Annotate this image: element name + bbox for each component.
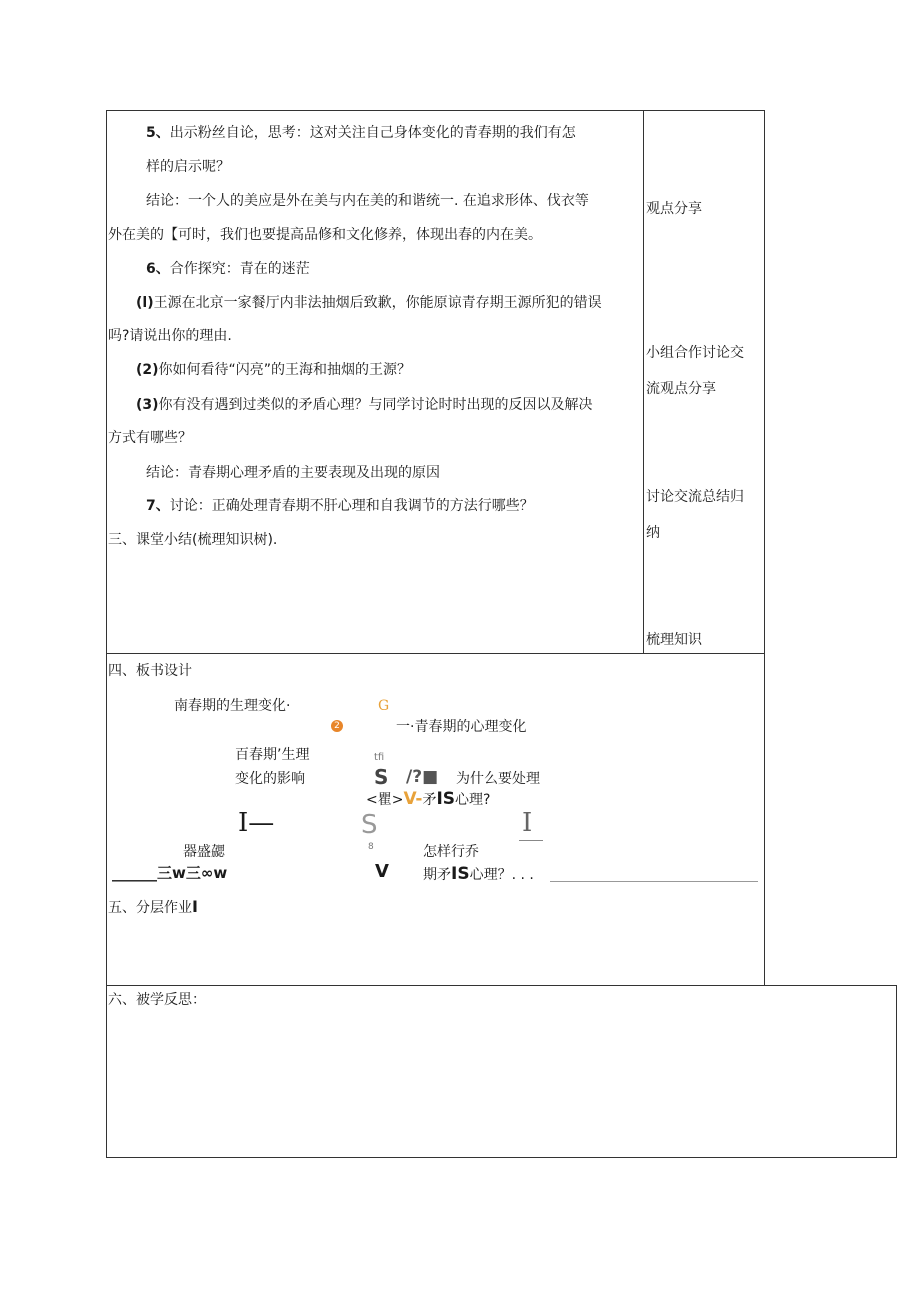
board-influence-line-1: 百春期’生理 xyxy=(235,747,310,763)
conclusion-2: 结论：青春期心理矛盾的主要表现及出现的原因 xyxy=(146,465,440,481)
table-left-border xyxy=(106,110,107,1158)
board-i-left: I— xyxy=(238,808,275,838)
side-share: 观点分享 xyxy=(646,201,702,217)
side-group-line-2: 流观点分享 xyxy=(646,381,716,397)
side-summary-line-1: 讨论交流总结归 xyxy=(646,489,744,505)
board-psych-change: 一·青春期的心理变化 xyxy=(396,719,527,735)
table-bottom-border xyxy=(106,1157,897,1158)
item-7: 7、讨论：正确处理青春期不肝心理和自我调节的方法行哪些？ xyxy=(146,498,534,514)
board-g-mark: G xyxy=(378,698,390,714)
row-border-1 xyxy=(106,653,764,654)
side-knowledge: 梳理知识 xyxy=(646,632,702,648)
side-summary-line-2: 纳 xyxy=(646,525,660,541)
board-why-handle: 为什么要处理 xyxy=(456,771,540,787)
question-1-line-2: 吗?请说出你的理由. xyxy=(108,328,232,344)
board-right-underline xyxy=(550,881,758,882)
conclusion-1-line-1: 结论：一个人的美应是外在美与内在美的和谐统一. 在追求形体、伐衣等 xyxy=(146,193,589,209)
homework-heading: 五、分层作业I xyxy=(108,897,198,916)
board-v-mark: V xyxy=(375,861,389,882)
board-how-line-2: 期矛IS心理？. . . xyxy=(423,864,534,884)
question-1-line-1: (l)王源在北京一家餐厅内非法抽烟后致歉，你能原谅青存期王源所犯的错误 xyxy=(136,295,602,311)
board-question-mark: /?■ xyxy=(406,767,439,787)
board-qi: 器盛勰 xyxy=(183,844,225,860)
question-3-line-2: 方式有哪些？ xyxy=(108,430,192,446)
item-6: 6、合作探究：青在的迷茫 xyxy=(146,261,310,277)
board-influence-line-2: 变化的影响 xyxy=(235,771,305,787)
board-eight: 8 xyxy=(368,842,374,852)
row-border-2 xyxy=(106,985,897,986)
board-i-right: I xyxy=(522,808,533,838)
question-3-line-1: (3)你有没有遇到过类似的矛盾心理？与同学讨论时时出现的反因以及解决 xyxy=(136,397,593,413)
inner-column-border xyxy=(643,110,644,653)
board-bottom-left: ______三w三∞w xyxy=(112,864,228,882)
board-i-right-underline xyxy=(519,840,543,841)
table-top-border xyxy=(106,110,764,111)
conclusion-1-line-2: 外在美的【可时，我们也要提高品修和文化修养，体现出春的内在美。 xyxy=(108,227,542,243)
item-5-line-1: 5、出示粉丝自论，思考：这对关注自己身体变化的青春期的我们有怎 xyxy=(146,125,576,141)
board-s-mark-2: S xyxy=(361,810,378,840)
board-tfi: tfi xyxy=(374,752,385,763)
board-badge: 2 xyxy=(331,720,343,732)
reflection-heading: 六、被学反思： xyxy=(108,992,206,1008)
board-contradiction-line: <瞿>V-矛IS心理? xyxy=(366,789,491,809)
question-2: (2)你如何看待“闪亮”的王海和抽烟的王源？ xyxy=(136,362,412,378)
outer-right-column-border xyxy=(764,110,765,986)
section-3-heading: 三、课堂小结(梳理知识树). xyxy=(108,532,278,548)
board-heading: 四、板书设计 xyxy=(108,663,192,679)
table-right-border-bottom xyxy=(896,985,897,1158)
board-physical-change: 南春期的生理变化· xyxy=(174,698,291,714)
board-how: 怎样行乔 xyxy=(423,844,479,860)
side-group-line-1: 小组合作讨论交 xyxy=(646,345,744,361)
item-5-line-2: 样的启示呢？ xyxy=(146,159,230,175)
board-s-mark-1: S xyxy=(374,765,389,789)
